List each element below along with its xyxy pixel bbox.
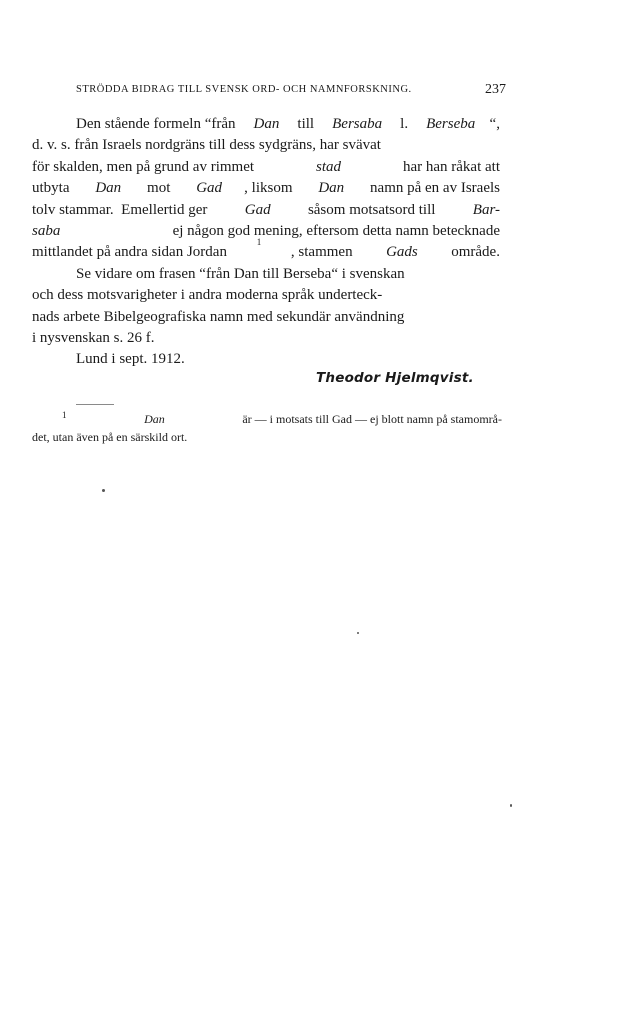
italic-word: Dan <box>318 180 345 197</box>
dateline <box>32 349 500 370</box>
text-line <box>32 307 500 328</box>
footnote-line <box>32 410 502 428</box>
italic-word: Dan <box>253 116 280 132</box>
text-run: såsom motsatsord till <box>304 201 440 218</box>
ink-speck <box>357 632 359 634</box>
text-line <box>32 200 500 221</box>
text-run: Lund i sept. 1912. <box>76 351 185 368</box>
italic-word: stad <box>315 158 341 175</box>
text-line <box>32 157 500 178</box>
text-line <box>32 135 500 156</box>
italic-word: Berseba <box>426 116 476 132</box>
text-run: nads arbete Bibelgeografiska namn med sekundär användning <box>32 308 405 325</box>
text-run: d. v. s. från Israels nordgräns till dess sydgräns, har svävat <box>32 137 381 154</box>
running-header <box>0 84 632 102</box>
italic-word: Gads <box>386 244 418 261</box>
italic-word: saba <box>32 222 61 239</box>
ink-speck <box>510 804 512 807</box>
text-line <box>32 114 500 135</box>
text-run: l. <box>396 116 412 132</box>
text-run: Se vidare om frasen “från Dan till Berseba“ i svenskan <box>76 265 405 282</box>
text-run: ej någon god mening, eftersom detta namn betecknade <box>168 222 500 239</box>
author-signature: Theodor Hjelmqvist. <box>316 370 474 386</box>
footnote <box>32 410 502 446</box>
text-run: område. <box>447 244 500 261</box>
page-number: 237 <box>485 82 506 97</box>
text-run: det, utan även på en särskild ort. <box>32 430 188 444</box>
running-title: STRÖDDA BIDRAG TILL SVENSK ORD- OCH NAMNFORSKNING. <box>76 84 412 95</box>
text-run: mot <box>143 180 175 197</box>
footnote-rule <box>76 404 114 405</box>
text-run: , stammen <box>290 244 357 261</box>
text-run: tolv stammar. Emellertid ger <box>32 201 212 218</box>
italic-word: Bersaba <box>332 116 383 132</box>
text-run: namn på en av Israels <box>366 180 500 197</box>
text-line <box>32 178 500 199</box>
italic-word: Dan <box>95 180 122 197</box>
text-line <box>32 237 500 263</box>
text-run: mittlandet på andra sidan Jordan <box>32 244 227 261</box>
italic-word: Gad <box>244 201 271 218</box>
body-text <box>32 114 500 371</box>
text-line <box>32 221 500 242</box>
text-run: “, <box>489 116 500 132</box>
text-run: Den stående formeln “från <box>76 116 240 132</box>
ink-speck <box>102 489 105 492</box>
text-run: är — i motsats till Gad — ej blott namn på stamområ- <box>239 412 502 426</box>
text-run: , liksom <box>244 180 297 197</box>
italic-word: Gad <box>196 180 223 197</box>
text-run: i nysvenskan s. 26 f. <box>32 329 155 346</box>
footnote-ref: 1 <box>256 237 262 248</box>
text-line <box>32 264 500 285</box>
text-run: till <box>293 116 318 132</box>
footnote-line <box>32 428 502 446</box>
text-run: och dess motsvarigheter i andra moderna språk underteck- <box>32 287 383 304</box>
italic-word: Dan <box>144 412 165 426</box>
italic-word: Bar- <box>472 201 500 218</box>
footnote-marker: 1 <box>62 410 67 420</box>
text-run: utbyta <box>32 180 74 197</box>
text-run: för skalden, men på grund av rimmet <box>32 158 258 175</box>
text-run: har han råkat att <box>399 158 500 175</box>
text-line <box>32 328 500 349</box>
text-line <box>32 285 500 306</box>
